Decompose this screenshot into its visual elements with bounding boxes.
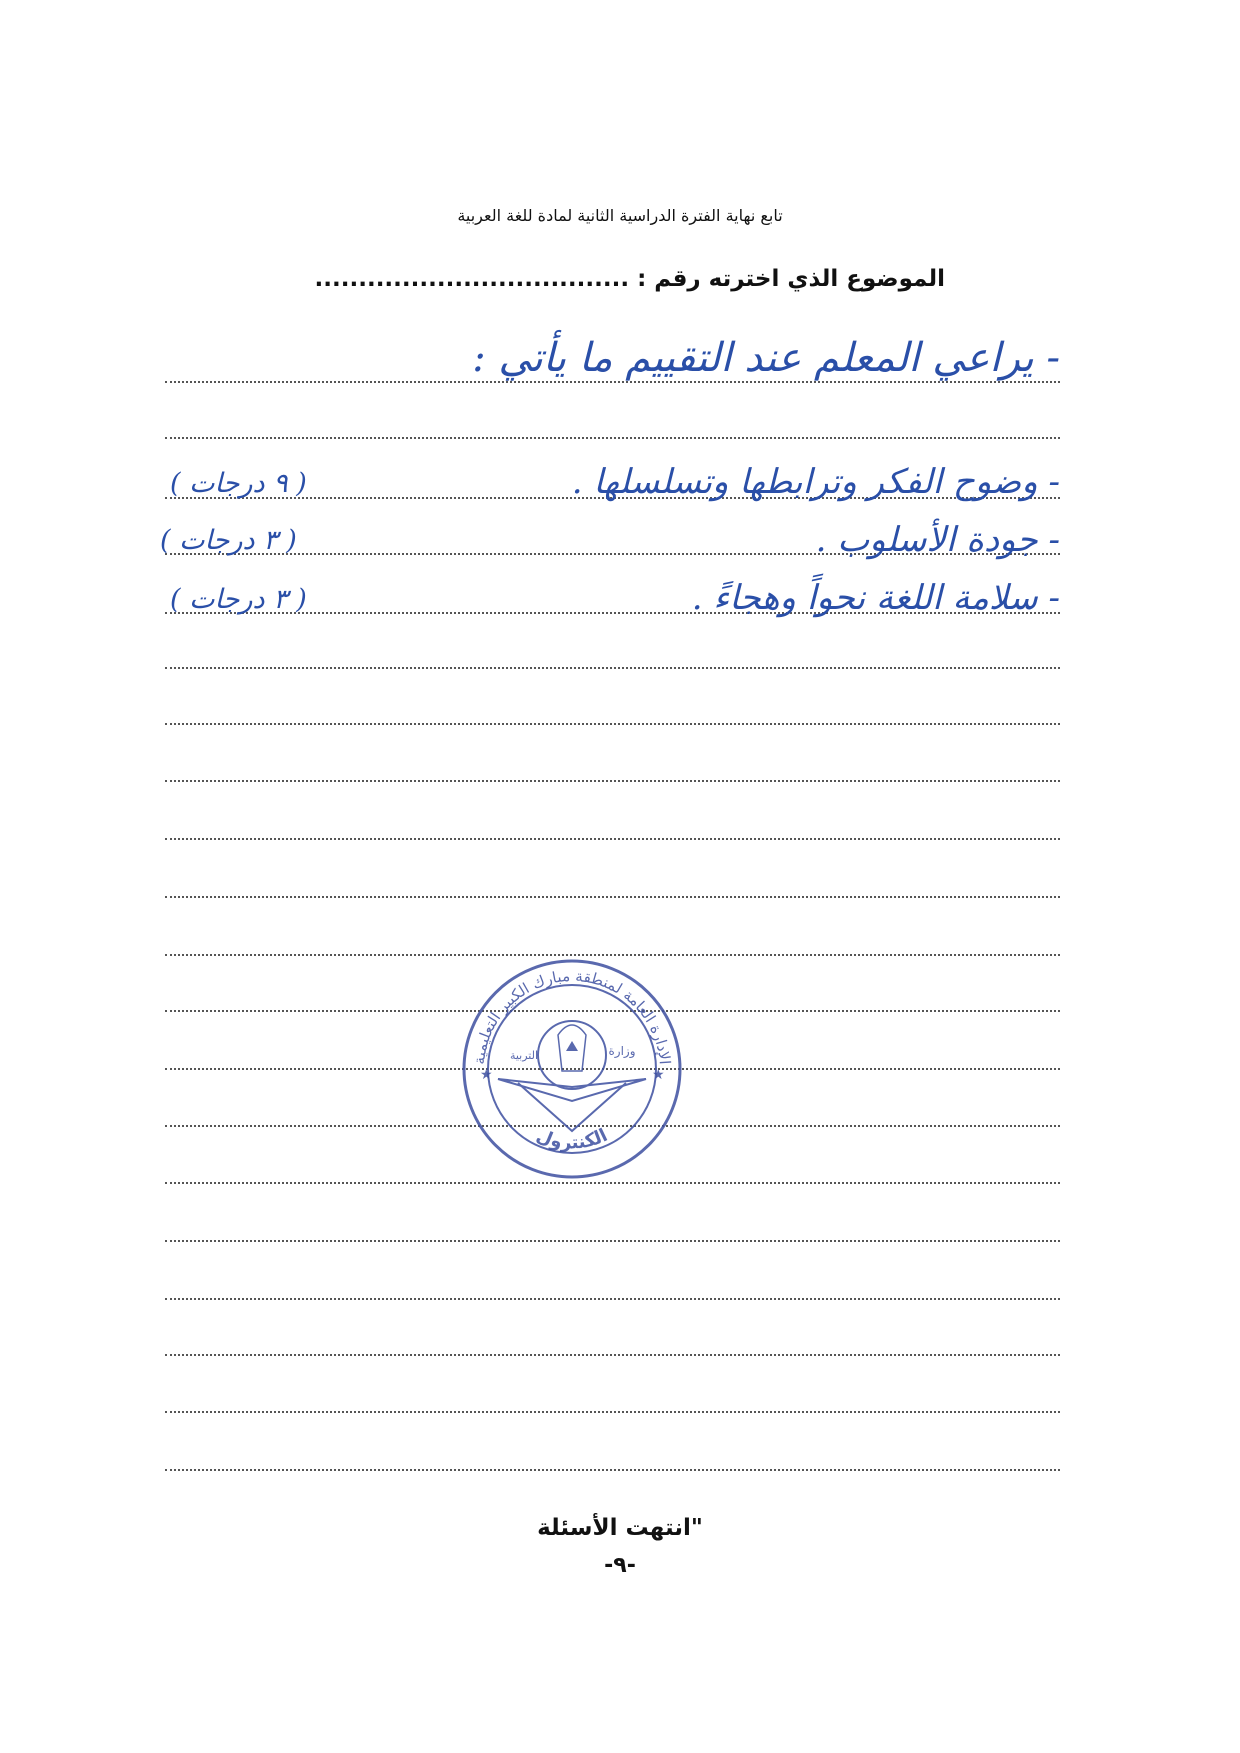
answer-line (165, 1469, 1060, 1471)
handwritten-item: - سلامة اللغة نحواً وهجاءً . (691, 578, 1060, 618)
official-stamp (458, 955, 686, 1183)
handwritten-item: - جودة الأسلوب . (815, 520, 1060, 560)
handwritten-item: - وضوح الفكر وترابطها وتسلسلها . (571, 462, 1060, 502)
answer-line (165, 896, 1060, 898)
stamp-outer-text: الإدارة العامة لمنطقة مبارك الكبير التعليمية (470, 966, 674, 1066)
stamp-left-text: التربية (509, 1049, 539, 1062)
stamp-emblem-icon (498, 1021, 646, 1131)
page-subtitle: تابع نهاية الفترة الدراسية الثانية لمادة للغة العربية (457, 206, 783, 225)
answer-line (165, 667, 1060, 669)
answer-line (165, 1298, 1060, 1300)
answer-line (165, 1240, 1060, 1242)
topic-label: الموضوع الذي اخترته رقم : (637, 266, 945, 292)
page-number: -٩- (604, 1553, 636, 1578)
topic-blank: .................................... (314, 266, 630, 292)
answer-line (165, 1354, 1060, 1356)
handwritten-score: ( ٣ درجات ) (170, 584, 307, 615)
stamp-right-text: وزارة (608, 1044, 636, 1058)
star-icon: ★ (652, 1067, 665, 1083)
answer-line (165, 437, 1060, 439)
stamp-bottom-text: الكنترول (533, 1124, 611, 1154)
handwritten-intro: - يراعي المعلم عند التقييم ما يأتي : (472, 335, 1060, 381)
end-of-questions: "انتهت الأسئلة (537, 1515, 703, 1541)
answer-line (165, 780, 1060, 782)
handwritten-score: ( ٩ درجات ) (170, 468, 307, 499)
star-icon: ★ (480, 1067, 493, 1083)
answer-line (165, 723, 1060, 725)
answer-line (165, 1411, 1060, 1413)
topic-number-field (315, 266, 945, 292)
answer-line (165, 838, 1060, 840)
answer-line (165, 381, 1060, 383)
handwritten-score: ( ٣ درجات ) (160, 525, 297, 556)
